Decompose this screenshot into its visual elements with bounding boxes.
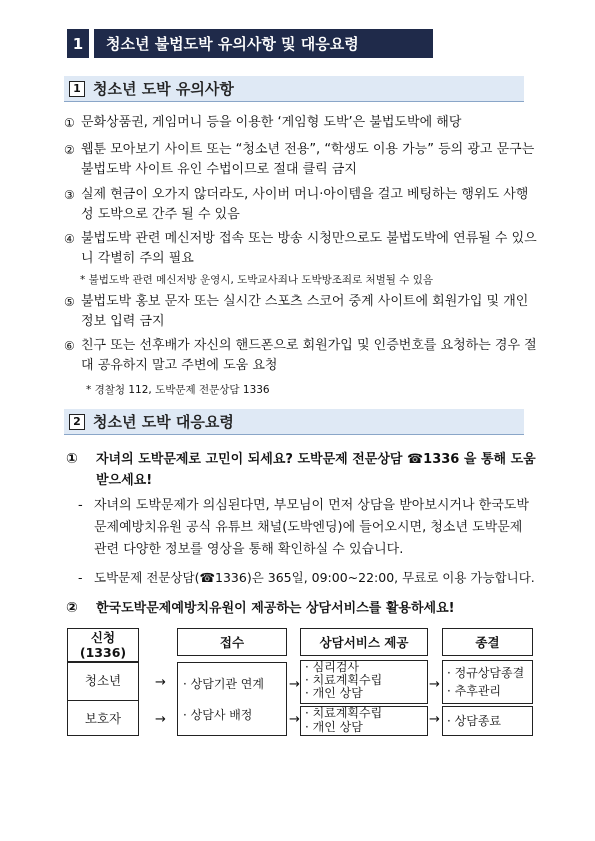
section2-dash2 [78,567,538,589]
item-text: 불법도박 홍보 문자 또는 실시간 스포츠 스코어 중계 사이트에 회원가입 및 개인정보 입력 금지 [81,294,529,329]
item-text: 불법도박 관련 메신저방 접속 또는 방송 시청만으로도 불법도박에 연류될 수 있으니 각별히 주의 필요 [81,231,537,266]
service-youth-item: · 개인 상담 [305,686,363,700]
item-text: 친구 또는 선후배가 자신의 핸드폰으로 회원가입 및 인증번호를 요청하는 경우 절대 공유하지 말고 주변에 도움 요청 [81,338,537,373]
end-youth-item: · 추후관리 [447,684,501,698]
section2-dash1 [78,495,538,561]
item-marker: ③ [64,188,75,202]
reception-item: · 상담사 배정 [183,708,253,722]
dash2-text: 도박문제 전문상담(☎1336)은 365일, 09:00~22:00, 무료로 이용 가능합니다. [94,570,535,585]
arrow-icon: → [429,712,440,727]
arrow-icon: → [155,675,166,690]
flow-header-service: 상담서비스 제공 [300,628,428,656]
point1-text: 자녀의 도박문제로 고민이 되세요? 도박문제 전문상담 ☎1336 을 통해 도움 받으세요! [96,452,536,488]
main-header [67,29,433,58]
section2-number: 2 [69,414,85,430]
point2-marker: ② [66,600,78,616]
flow-header-end: 종결 [442,628,533,656]
section1-note2: * 경찰청 112, 도박문제 전문상담 1336 [86,384,270,396]
arrow-icon: → [429,677,440,692]
end-guardian-item: · 상담종료 [447,714,501,728]
section1-header [64,76,524,102]
service-youth-item: · 심리검사 [305,660,359,674]
section1-note1: * 불법도박 관련 메신저방 운영시, 도박교사죄나 도박방조죄로 처벌될 수 있음 [80,274,434,286]
header-number: 1 [67,29,89,58]
arrow-icon: → [155,712,166,727]
list-item [64,292,540,332]
item-marker: ② [64,143,75,157]
section2-header [64,409,524,435]
arrow-icon: → [289,712,300,727]
point2-text: 한국도박문제예방치유원이 제공하는 상담서비스를 활용하세요! [96,601,455,616]
item-marker: ① [64,116,75,130]
list-item [64,140,540,180]
dash1-marker: - [78,498,83,513]
reception-box [177,662,287,736]
list-item [64,336,540,376]
point1-marker: ① [66,451,78,467]
end-youth-item: · 정규상담종결 [447,666,525,680]
reception-item: · 상담기관 연계 [183,677,264,691]
list-item [64,229,540,269]
list-item [64,185,540,225]
item-marker: ⑥ [64,339,75,353]
applicant-guardian: 보호자 [84,711,122,726]
applicant-youth: 청소년 [84,673,122,688]
dash2-marker: - [78,570,83,585]
arrow-icon: → [289,677,300,692]
flow-header-apply: 신청 (1336) [67,628,139,662]
section1-number: 1 [69,81,85,97]
list-item [64,113,540,133]
item-text: 문화상품권, 게임머니 등을 이용한 ‘게임형 도박’은 불법도박에 해당 [81,115,462,130]
item-text: 웹툰 모아보기 사이트 또는 “청소년 전용”, “학생도 이용 가능” 등의 광고 문구는 불법도박 사이트 유인 수법이므로 절대 클릭 금지 [81,142,535,177]
flow-header-reception: 접수 [177,628,287,656]
service-youth-item: · 치료계획수립 [305,673,383,687]
section2-point1 [66,449,540,491]
header-title: 청소년 불법도박 유의사항 및 대응요령 [94,29,433,58]
service-flow-diagram [67,628,533,736]
item-marker: ⑤ [64,295,75,309]
service-guardian-item: · 개인 상담 [305,720,363,734]
service-guardian-item: · 치료계획수립 [305,706,383,720]
dash1-text: 자녀의 도박문제가 의심된다면, 부모님이 먼저 상담을 받아보시거나 한국도박문제예방치유원 공식 유튜브 채널(도박엔딩)에 들어오시면, 청소년 도박문제 관련 다양한 정보를 영상을 통해 확인하실 수 있습니다. [94,498,529,557]
item-marker: ④ [64,232,75,246]
section2-point2 [66,598,455,619]
section1-title: 청소년 도박 유의사항 [93,80,234,98]
item-text: 실제 현금이 오가지 않더라도, 사이버 머니·아이템을 걸고 베팅하는 행위도 사행성 도박으로 간주 될 수 있음 [81,187,529,222]
section2-title: 청소년 도박 대응요령 [93,413,234,431]
